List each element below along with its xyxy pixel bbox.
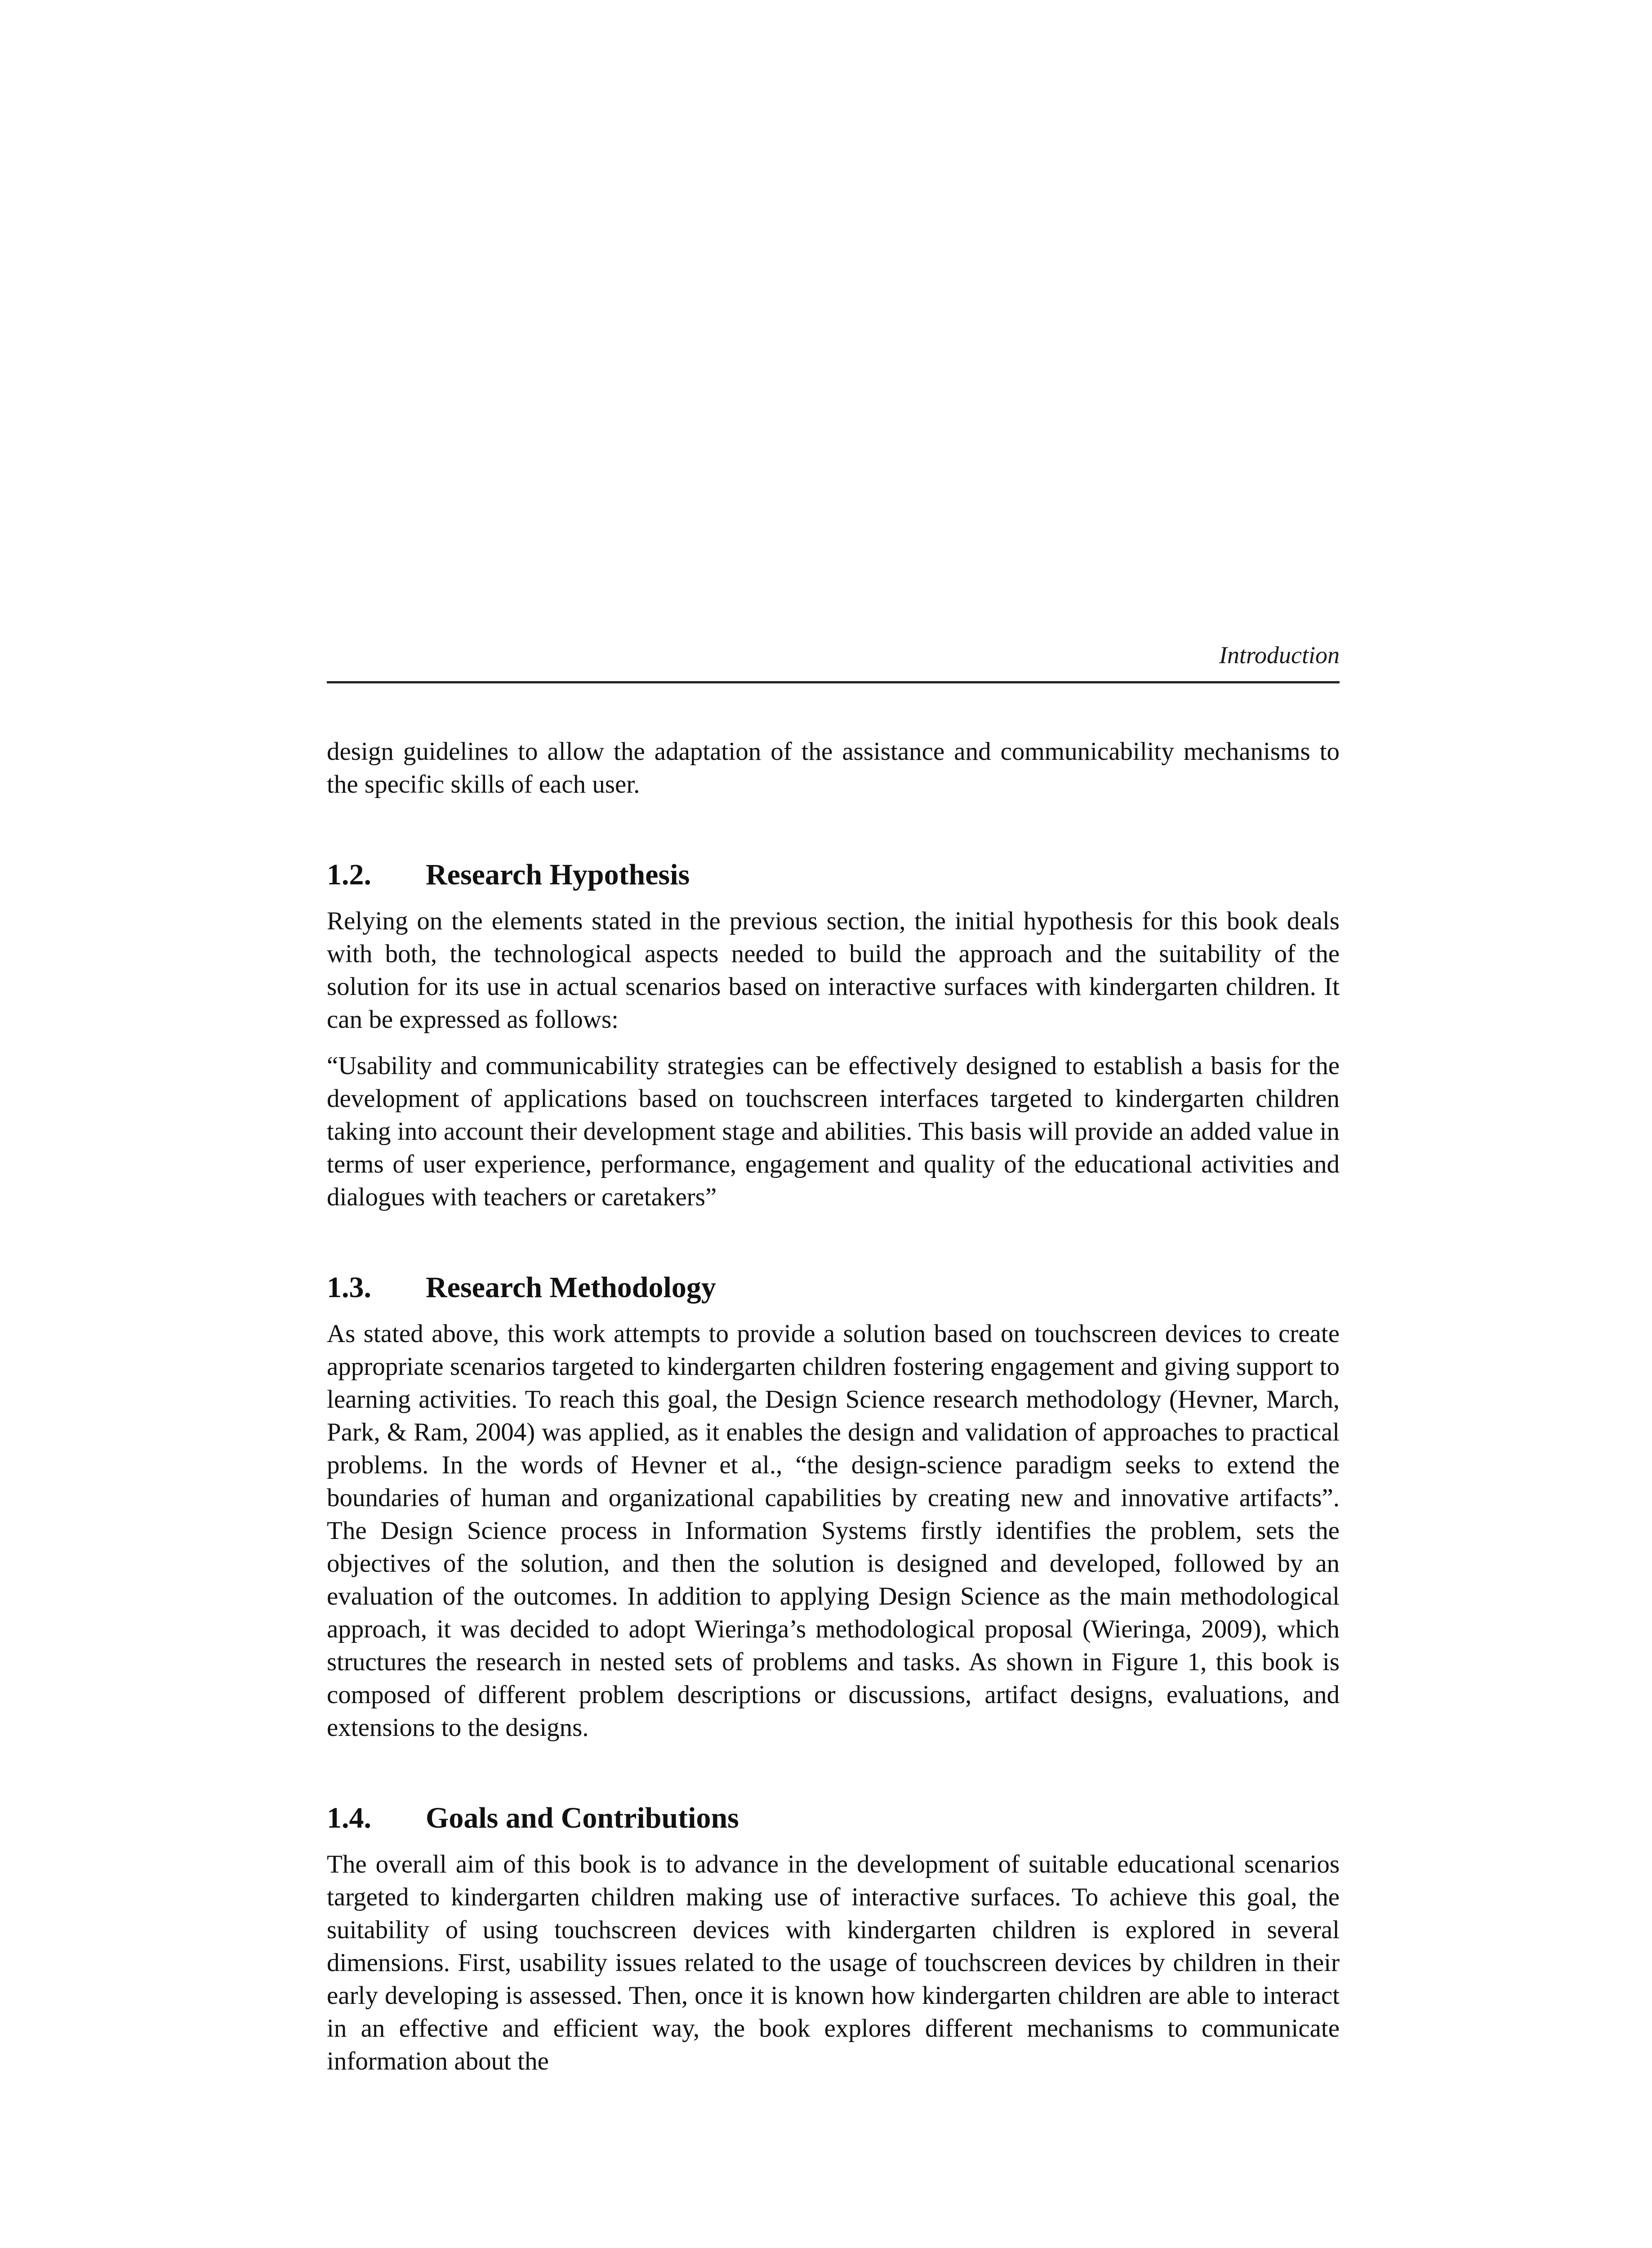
section-heading bbox=[327, 1800, 1340, 1836]
section-research-hypothesis bbox=[327, 857, 1340, 1213]
section-title: Research Methodology bbox=[426, 1271, 716, 1304]
paragraph: The overall aim of this book is to advance in the development of suitable educational scenarios targeted to kindergarten children making use of interactive surfaces. To achieve this goal, the suitability of using touchscreen devices with kindergarten children is explored in several dimensions. First, usability issues related to the usage of touchscreen devices by children in their early developing is assessed. Then, once it is known how kindergarten children are able to interact in an effective and efficient way, the book explores different mechanisms to communicate information about the bbox=[327, 1850, 1340, 2075]
paragraph: As stated above, this work attempts to provide a solution based on touchscreen devices to create appropriate scenarios targeted to kindergarten children fostering engagement and giving support to learning activities. To reach this goal, the Design Science research methodology (Hevner, March, Park, & Ram, 2004) was applied, as it enables the design and validation of approaches to practical problems. In the words of Hevner et al., “the design-science paradigm seeks to extend the boundaries of human and organizational capabilities by creating new and innovative artifacts”. The Design Science process in Information Systems firstly identifies the problem, sets the objectives of the solution, and then the solution is designed and developed, followed by an evaluation of the outcomes. In addition to applying Design Science as the main methodological approach, it was decided to adopt Wieringa’s methodological proposal (Wieringa, 2009), which structures the research in nested sets of problems and tasks. As shown in Figure 1, this book is composed of different problem descriptions or discussions, artifact designs, evaluations, and extensions to the designs. bbox=[327, 1320, 1340, 1742]
section-goals-and-contributions bbox=[327, 1800, 1340, 2078]
section-number: 1.3. bbox=[327, 1271, 371, 1304]
running-header: Introduction bbox=[1219, 642, 1340, 669]
intro-paragraph: design guidelines to allow the adaptation of the assistance and communicability mechanisms to the specific skills of each user. bbox=[327, 737, 1340, 798]
section-heading bbox=[327, 857, 1340, 893]
section-title: Research Hypothesis bbox=[426, 858, 690, 891]
section-heading bbox=[327, 1270, 1340, 1306]
section-number: 1.4. bbox=[327, 1802, 371, 1834]
paragraph: Relying on the elements stated in the previous section, the initial hypothesis for this book deals with both, the technological aspects needed to build the approach and the suitability of the solution for its use in actual scenarios based on interactive surfaces with kindergarten children. It can be expressed as follows: bbox=[327, 907, 1340, 1034]
page-content bbox=[327, 735, 1340, 2091]
section-number: 1.2. bbox=[327, 858, 371, 891]
hypothesis-quote: “Usability and communicability strategies can be effectively designed to establish a basis for the development of applications based on touchscreen interfaces targeted to kindergarten children taking into account their development stage and abilities. This basis will provide an added value in terms of user experience, performance, engagement and quality of the educational activities and dialogues with teachers or caretakers” bbox=[327, 1052, 1340, 1211]
section-research-methodology bbox=[327, 1270, 1340, 1744]
section-title: Goals and Contributions bbox=[426, 1802, 739, 1834]
header-rule bbox=[327, 681, 1340, 683]
